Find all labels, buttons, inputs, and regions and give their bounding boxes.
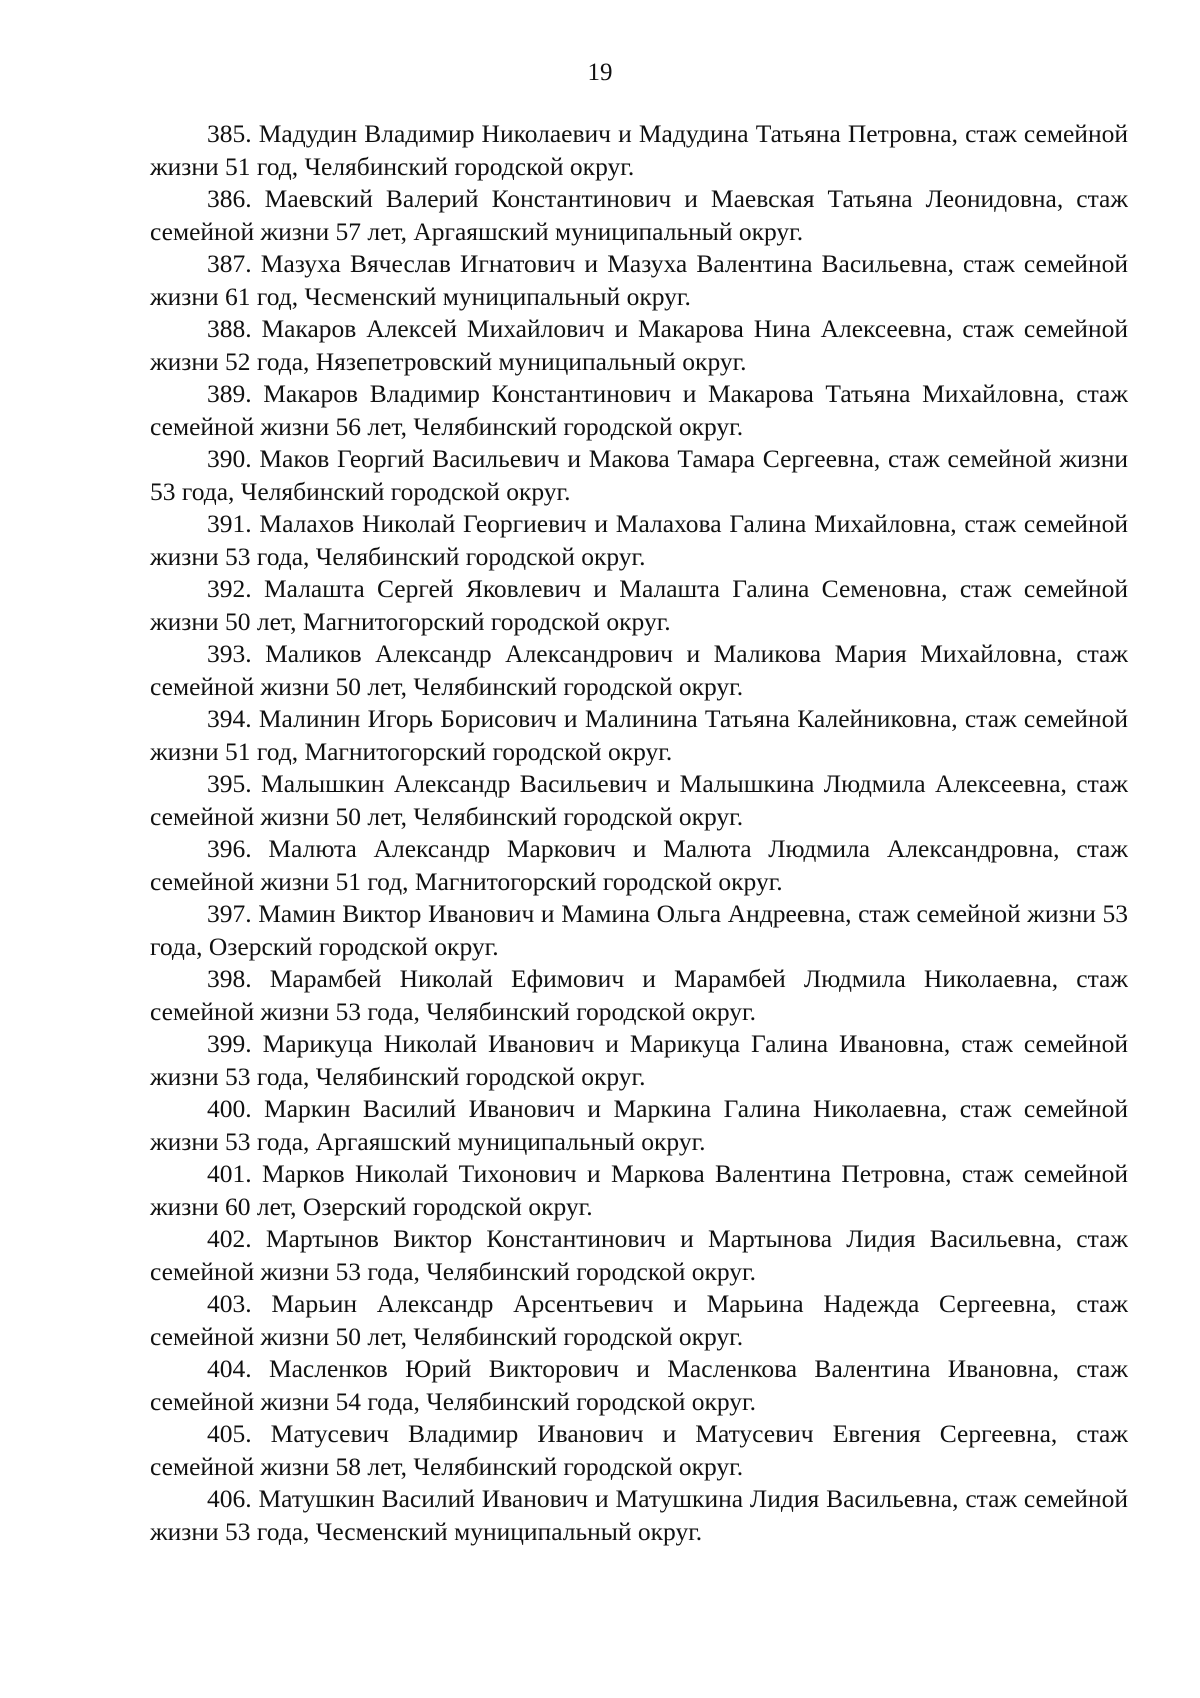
- list-item: 394. Малинин Игорь Борисович и Малинина Татьяна Калейниковна, стаж семейной жизни 51 год, Магнитогорский городской округ.: [150, 704, 1128, 766]
- list-item: 390. Маков Георгий Васильевич и Макова Тамара Сергеевна, стаж семейной жизни 53 года, Челябинский городской округ.: [150, 444, 1128, 506]
- list-item: 392. Малашта Сергей Яковлевич и Малашта Галина Семеновна, стаж семейной жизни 50 лет, Магнитогорский городской округ.: [150, 574, 1128, 636]
- list-item: 406. Матушкин Василий Иванович и Матушкина Лидия Васильевна, стаж семейной жизни 53 года, Чесменский муниципальный округ.: [150, 1484, 1128, 1546]
- list-item: 405. Матусевич Владимир Иванович и Матусевич Евгения Сергеевна, стаж семейной жизни 58 лет, Челябинский городской округ.: [150, 1419, 1128, 1481]
- list-item: 387. Мазуха Вячеслав Игнатович и Мазуха Валентина Васильевна, стаж семейной жизни 61 год, Чесменский муниципальный округ.: [150, 249, 1128, 311]
- list-item: 389. Макаров Владимир Константинович и Макарова Татьяна Михайловна, стаж семейной жизни 56 лет, Челябинский городской округ.: [150, 379, 1128, 441]
- list-item: 400. Маркин Василий Иванович и Маркина Галина Николаевна, стаж семейной жизни 53 года, Аргаяшский муниципальный округ.: [150, 1094, 1128, 1156]
- list-item: 391. Малахов Николай Георгиевич и Малахова Галина Михайловна, стаж семейной жизни 53 года, Челябинский городской округ.: [150, 509, 1128, 571]
- list-item: 402. Мартынов Виктор Константинович и Мартынова Лидия Васильевна, стаж семейной жизни 53 года, Челябинский городской округ.: [150, 1224, 1128, 1286]
- list-item: 397. Мамин Виктор Иванович и Мамина Ольга Андреевна, стаж семейной жизни 53 года, Озерский городской округ.: [150, 899, 1128, 961]
- page-number: 19: [587, 59, 613, 86]
- list-item: 386. Маевский Валерий Константинович и Маевская Татьяна Леонидовна, стаж семейной жизни 57 лет, Аргаяшский муниципальный округ.: [150, 184, 1128, 246]
- list-item: 399. Марикуца Николай Иванович и Марикуца Галина Ивановна, стаж семейной жизни 53 года, Челябинский городской округ.: [150, 1029, 1128, 1091]
- list-item: 404. Масленков Юрий Викторович и Масленкова Валентина Ивановна, стаж семейной жизни 54 года, Челябинский городской округ.: [150, 1354, 1128, 1416]
- list-item: 396. Малюта Александр Маркович и Малюта Людмила Александровна, стаж семейной жизни 51 год, Магнитогорский городской округ.: [150, 834, 1128, 896]
- entry-list: [150, 118, 1128, 1548]
- list-item: 401. Марков Николай Тихонович и Маркова Валентина Петровна, стаж семейной жизни 60 лет, Озерский городской округ.: [150, 1159, 1128, 1221]
- list-item: 403. Марьин Александр Арсентьевич и Марьина Надежда Сергеевна, стаж семейной жизни 50 лет, Челябинский городской округ.: [150, 1289, 1128, 1351]
- list-item: 385. Мадудин Владимир Николаевич и Мадудина Татьяна Петровна, стаж семейной жизни 51 год, Челябинский городской округ.: [150, 119, 1128, 181]
- list-item: 388. Макаров Алексей Михайлович и Макарова Нина Алексеевна, стаж семейной жизни 52 года, Нязепетровский муниципальный округ.: [150, 314, 1128, 376]
- list-item: 398. Марамбей Николай Ефимович и Марамбей Людмила Николаевна, стаж семейной жизни 53 года, Челябинский городской округ.: [150, 964, 1128, 1026]
- list-item: 393. Маликов Александр Александрович и Маликова Мария Михайловна, стаж семейной жизни 50 лет, Челябинский городской округ.: [150, 639, 1128, 701]
- list-item: 395. Малышкин Александр Васильевич и Малышкина Людмила Алексеевна, стаж семейной жизни 50 лет, Челябинский городской округ.: [150, 769, 1128, 831]
